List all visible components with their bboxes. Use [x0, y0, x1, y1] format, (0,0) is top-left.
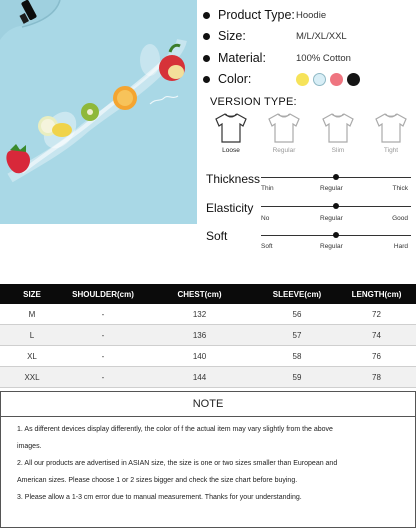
- table-row: [0, 325, 416, 346]
- scale-title-elasticity: Elasticity: [206, 201, 254, 215]
- cell-chest: 132: [142, 304, 257, 325]
- scale-title-thickness: Thickness: [206, 172, 261, 186]
- cell-size: XL: [0, 346, 64, 367]
- cell-sleeve: 57: [257, 325, 337, 346]
- size-chart-table: [0, 284, 416, 388]
- spec-color: [203, 69, 416, 89]
- note-line: images.: [17, 443, 42, 450]
- bullet-icon: [203, 33, 210, 40]
- spec-value: Hoodie: [296, 9, 327, 21]
- column-header-chest: CHEST(cm): [142, 284, 257, 304]
- size-chart-header-row: [0, 284, 416, 304]
- version-option-label: Regular: [272, 147, 296, 154]
- spec-value: 100% Cotton: [296, 52, 351, 64]
- version-option-slim[interactable]: [320, 112, 356, 160]
- bullet-icon: [203, 55, 210, 62]
- column-header-shoulder: SHOULDER(cm): [64, 284, 142, 304]
- spec-product-type: [203, 5, 327, 25]
- cell-sleeve: 59: [257, 367, 337, 388]
- cell-shoulder: -: [64, 304, 142, 325]
- spec-label: Size:: [218, 29, 246, 43]
- scale-label-mid: Regular: [320, 215, 343, 222]
- scale-label-low: No: [261, 215, 270, 222]
- note-line: 2. All our products are advertised in ASIAN size, the size is one or two sizes smaller than European and: [17, 460, 338, 467]
- spec-label: Product Type:: [218, 8, 295, 22]
- cell-chest: 140: [142, 346, 257, 367]
- column-header-size: SIZE: [0, 284, 64, 304]
- scale-label-low: Soft: [261, 243, 273, 250]
- bullet-icon: [203, 76, 210, 83]
- scale-label-high: Hard: [393, 243, 408, 250]
- version-option-tight[interactable]: [373, 112, 409, 160]
- scale-marker: [333, 174, 339, 180]
- scale-label-low: Thin: [261, 185, 274, 192]
- column-header-sleeve: SLEEVE(cm): [257, 284, 337, 304]
- tshirt-icon: [214, 112, 248, 144]
- version-option-loose[interactable]: [213, 112, 249, 160]
- spec-size: [203, 26, 347, 46]
- spec-material: [203, 48, 351, 68]
- color-swatch-black[interactable]: [347, 73, 360, 86]
- cell-length: 72: [337, 304, 416, 325]
- table-row: [0, 346, 416, 367]
- scale-label-high: Good: [392, 215, 408, 222]
- cell-chest: 144: [142, 367, 257, 388]
- cell-length: 76: [337, 346, 416, 367]
- cell-length: 78: [337, 367, 416, 388]
- spec-label: Color:: [218, 72, 252, 86]
- cell-shoulder: -: [64, 367, 142, 388]
- scale-label-high: Thick: [392, 185, 408, 192]
- column-header-length: LENGTH(cm): [337, 284, 416, 304]
- cell-shoulder: -: [64, 346, 142, 367]
- note-line: 1. As different devices display differently, the color of f the actual item may vary slightly from the above: [17, 426, 333, 433]
- note-body: [1, 417, 415, 506]
- table-row: [0, 367, 416, 388]
- tshirt-icon: [267, 112, 301, 144]
- cell-sleeve: 58: [257, 346, 337, 367]
- scale-title-soft: Soft: [206, 229, 228, 243]
- color-swatch-pink[interactable]: [330, 73, 343, 86]
- note-title: NOTE: [1, 392, 415, 417]
- bullet-icon: [203, 12, 210, 19]
- tshirt-icon: [321, 112, 355, 144]
- version-option-label: Loose: [222, 147, 240, 154]
- scale-marker: [333, 203, 339, 209]
- scale-label-mid: Regular: [320, 185, 343, 192]
- scale-label-mid: Regular: [320, 243, 343, 250]
- cell-size: M: [0, 304, 64, 325]
- cell-chest: 136: [142, 325, 257, 346]
- hoodie-print-illustration: [0, 0, 197, 224]
- note-line: 3. Please allow a 1-3 cm error due to manual measurement. Thanks for your understanding.: [17, 494, 302, 501]
- spec-value: M/L/XL/XXL: [296, 30, 347, 42]
- color-swatch-light-blue[interactable]: [313, 73, 326, 86]
- spec-label: Material:: [218, 51, 266, 65]
- cell-sleeve: 56: [257, 304, 337, 325]
- cell-shoulder: -: [64, 325, 142, 346]
- note-line: American sizes. Please choose 1 or 2 sizes bigger and check the size chart before buying.: [17, 477, 298, 484]
- cell-length: 74: [337, 325, 416, 346]
- version-option-label: Tight: [383, 147, 399, 154]
- tshirt-icon: [374, 112, 408, 144]
- scale-marker: [333, 232, 339, 238]
- note-box: [0, 391, 416, 528]
- version-type-title: VERSION TYPE:: [210, 96, 297, 108]
- product-photo: [0, 0, 197, 224]
- cell-size: L: [0, 325, 64, 346]
- version-option-regular[interactable]: [266, 112, 302, 160]
- table-row: [0, 304, 416, 325]
- color-swatch-yellow[interactable]: [296, 73, 309, 86]
- cell-size: XXL: [0, 367, 64, 388]
- version-option-label: Slim: [331, 147, 345, 154]
